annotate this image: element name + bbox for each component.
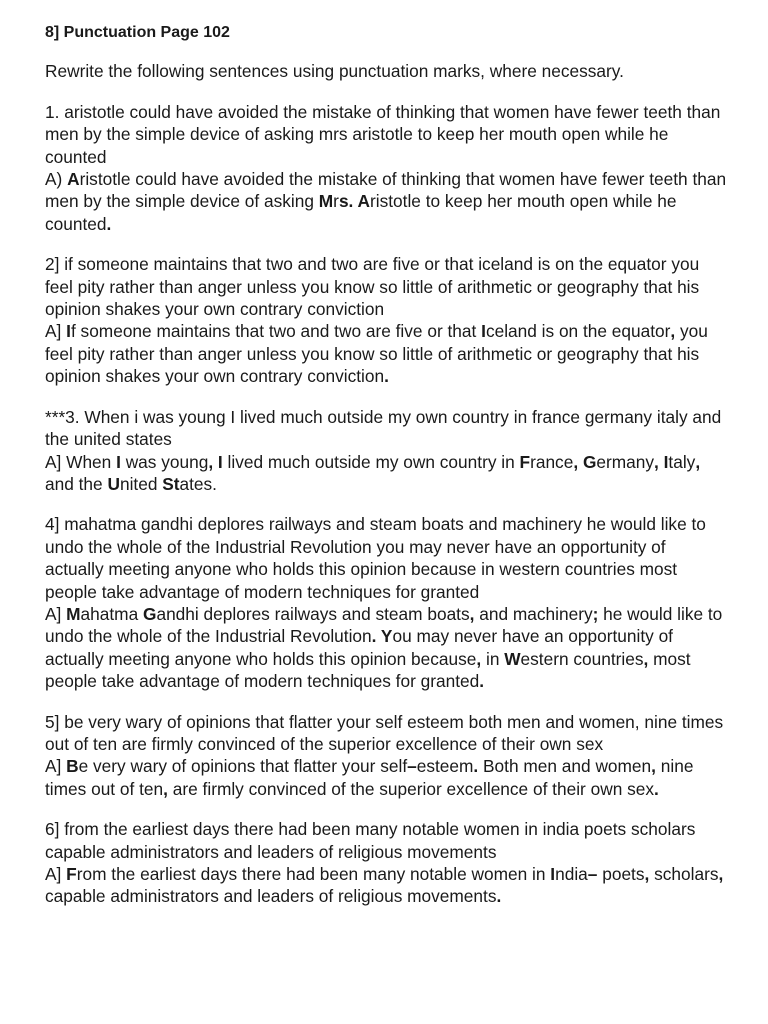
answer-correction: – bbox=[407, 756, 417, 777]
answer-segment: esteem bbox=[416, 756, 474, 777]
page-title: 8] Punctuation Page 102 bbox=[45, 24, 230, 41]
answer-segment: r bbox=[333, 191, 339, 212]
exercise-item bbox=[45, 406, 728, 496]
answer-text bbox=[45, 168, 728, 235]
answer-correction: , bbox=[718, 864, 724, 884]
exercise-item bbox=[45, 513, 728, 692]
answer-correction: . bbox=[384, 366, 389, 387]
answer-correction: , bbox=[643, 648, 649, 669]
answer-correction: , bbox=[476, 648, 482, 669]
answer-segment: andhi deplores railways and steam boats bbox=[156, 603, 470, 624]
answer-correction: , I bbox=[654, 451, 669, 472]
exercise-item bbox=[45, 818, 728, 908]
answer-segment: ou may never have an opportunity of actually meeting anyone who holds this opinion because bbox=[45, 626, 673, 669]
answer-correction: M bbox=[318, 191, 334, 212]
answer-correction: St bbox=[162, 473, 180, 494]
answer-correction: . bbox=[106, 213, 112, 234]
answer-correction: . bbox=[479, 671, 485, 692]
answer-correction: I bbox=[66, 321, 71, 342]
answer-correction: ; bbox=[592, 603, 599, 624]
answer-segment: are firmly convinced of the superior excellence of their own sex bbox=[167, 778, 654, 799]
answer-segment: and the bbox=[45, 473, 108, 494]
answer-segment: A] bbox=[45, 864, 67, 884]
answer-segment: celand is on the equator bbox=[485, 321, 671, 342]
question-text: 1. aristotle could have avoided the mistake of thinking that women have fewer teeth than men by the simple device of asking mrs aristotle to keep her mouth open while he counted bbox=[45, 101, 721, 167]
answer-correction: F bbox=[519, 451, 531, 472]
answer-correction: . bbox=[654, 778, 659, 799]
answer-segment: in bbox=[481, 648, 505, 669]
answer-segment: ates. bbox=[179, 473, 217, 494]
answer-correction: B bbox=[66, 756, 79, 777]
answer-correction: s. A bbox=[338, 191, 370, 212]
answer-text bbox=[45, 755, 728, 800]
answer-segment: rom the earliest days there had been many notable women in bbox=[76, 864, 551, 884]
answer-text bbox=[45, 451, 728, 496]
answer-correction: G bbox=[582, 451, 597, 472]
answer-segment: taly bbox=[668, 451, 696, 472]
answer-correction: G bbox=[143, 603, 157, 624]
answer-text bbox=[45, 863, 728, 908]
answer-segment: A) bbox=[45, 169, 68, 190]
answer-segment: estern countries bbox=[520, 648, 644, 669]
answer-correction: . bbox=[496, 886, 502, 907]
answer-segment: ristotle to keep her mouth open while he counted bbox=[45, 191, 677, 234]
answer-correction: , bbox=[670, 321, 676, 342]
answer-segment: and machinery bbox=[474, 603, 593, 624]
answer-correction: , I bbox=[208, 451, 223, 472]
answer-correction: , bbox=[651, 756, 656, 777]
exercise-item bbox=[45, 253, 728, 387]
answer-segment: ristotle could have avoided the mistake of thinking that women have fewer teeth than men by the simple device of asking bbox=[45, 169, 727, 212]
answer-segment: nine times out of ten bbox=[45, 756, 694, 799]
question-text: 2] if someone maintains that two and two are five or that iceland is on the equator you feel pity rather than anger unless you know so little of arithmetic or geography that his opinion shakes your own contrary conviction bbox=[45, 254, 700, 320]
answer-segment: A] bbox=[45, 756, 67, 777]
answer-segment: he would like to undo the whole of the Industrial Revolution bbox=[45, 603, 723, 647]
answer-correction: I bbox=[481, 321, 486, 342]
answer-correction: , bbox=[644, 864, 650, 884]
answer-segment: ndia bbox=[555, 864, 588, 884]
answer-correction: . Y bbox=[371, 626, 393, 647]
question-text: 5] be very wary of opinions that flatter your self esteem both men and women, nine times out of ten are firmly convinced of the superior excellence of their own sex bbox=[45, 711, 724, 754]
exercise-item bbox=[45, 101, 728, 235]
answer-correction: A bbox=[67, 169, 80, 190]
answer-segment: was young bbox=[120, 451, 209, 472]
answer-segment: A] bbox=[45, 321, 67, 342]
answer-segment: most people take advantage of modern techniques for granted bbox=[45, 648, 691, 692]
answer-segment: poets bbox=[597, 864, 645, 884]
answer-segment: rance bbox=[530, 451, 574, 472]
question-text: 6] from the earliest days there had been many notable women in india poets scholars capable administrators and leaders of religious movements bbox=[45, 819, 696, 862]
answer-segment: A] bbox=[45, 603, 67, 624]
answer-correction: W bbox=[504, 648, 521, 669]
answer-segment: f someone maintains that two and two are five or that bbox=[70, 321, 482, 342]
answer-correction: , bbox=[573, 451, 579, 472]
instruction-text: Rewrite the following sentences using punctuation marks, where necessary. bbox=[45, 61, 624, 82]
question-text: 4] mahatma gandhi deplores railways and steam boats and machinery he would like to undo the whole of the Industrial Revolution you may never have an opportunity of actually meeting anyone who holds this opinion because in western countries most people take advantage of modern techniques for granted bbox=[45, 514, 706, 602]
answer-segment: Both men and women bbox=[478, 756, 652, 777]
answer-correction: – bbox=[587, 864, 598, 884]
answer-correction: U bbox=[107, 473, 120, 494]
answer-segment: scholars bbox=[649, 864, 719, 884]
answer-segment: ermany bbox=[596, 451, 655, 472]
answer-segment: you feel pity rather than anger unless you know so little of arithmetic or geography that his opinion shakes your own contrary conviction bbox=[45, 321, 708, 387]
answer-segment: ahatma bbox=[80, 603, 143, 624]
exercise-item bbox=[45, 711, 728, 801]
answer-correction: F bbox=[66, 864, 77, 884]
answer-correction: M bbox=[66, 603, 81, 624]
answer-text bbox=[45, 320, 728, 387]
answer-correction: I bbox=[550, 864, 556, 884]
question-text: ***3. When i was young I lived much outside my own country in france germany italy and the united states bbox=[45, 406, 722, 450]
answer-correction: , bbox=[163, 778, 168, 799]
exercise-list bbox=[45, 101, 728, 908]
answer-segment: nited bbox=[119, 473, 163, 494]
answer-correction: , bbox=[695, 451, 701, 472]
answer-correction: , bbox=[469, 603, 475, 624]
answer-segment: e very wary of opinions that flatter your self bbox=[78, 756, 408, 777]
answer-segment: A] When bbox=[45, 451, 117, 472]
answer-correction: . bbox=[473, 756, 479, 777]
answer-text bbox=[45, 603, 728, 693]
answer-segment: capable administrators and leaders of religious movements bbox=[45, 886, 497, 907]
answer-segment: lived much outside my own country in bbox=[222, 451, 520, 472]
answer-correction: I bbox=[116, 451, 121, 472]
